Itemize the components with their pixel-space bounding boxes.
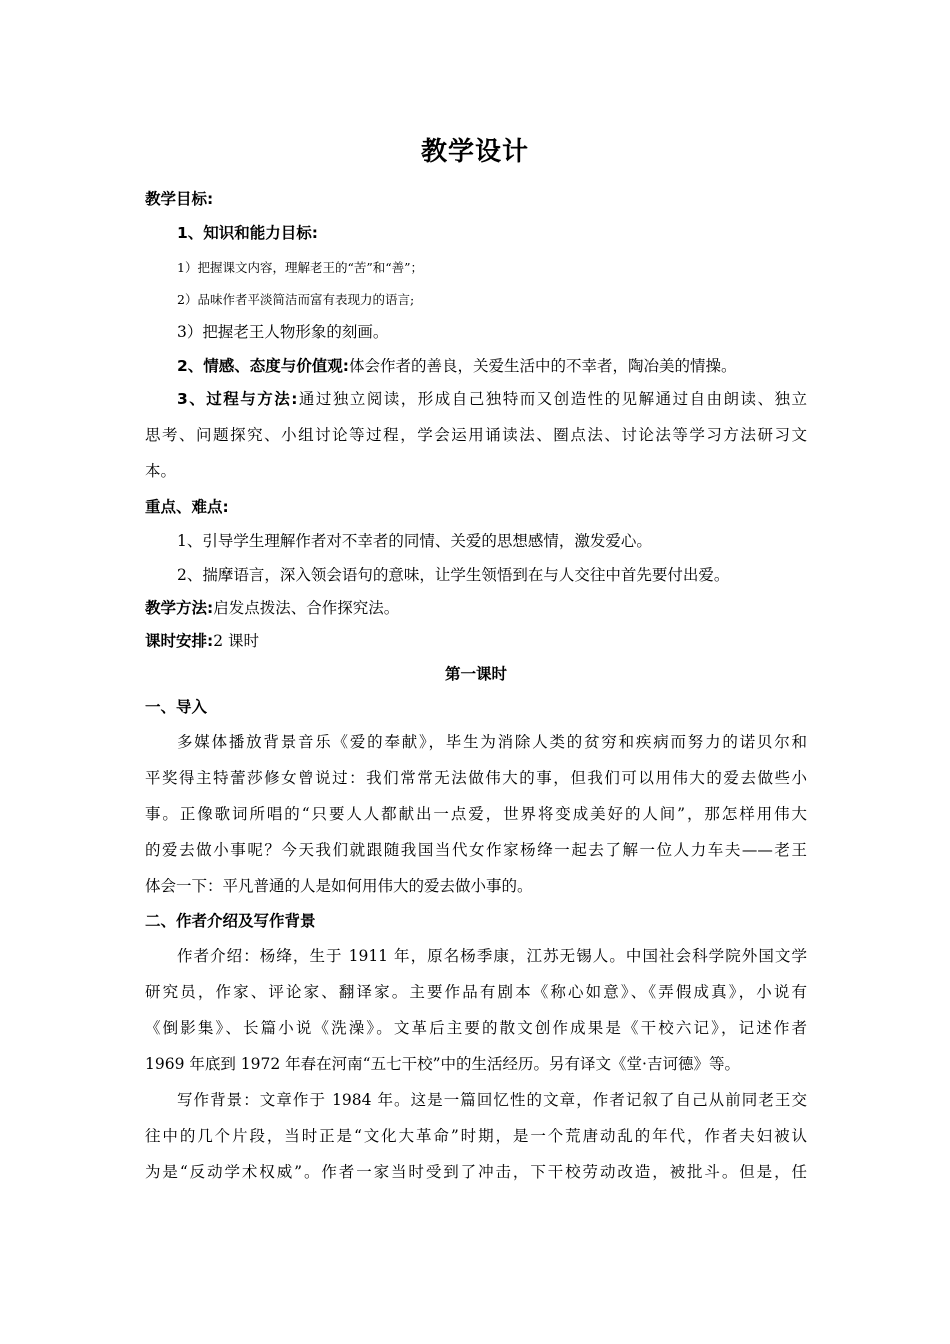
- teaching-method: [145, 597, 807, 619]
- intro-line: 事。正像歌词所唱的“只要人人都献出一点爱，世界将变成美好的人间”，那怎样用伟大: [145, 805, 807, 823]
- knowledge-goal-heading: 1、知识和能力目标:: [177, 224, 318, 242]
- process-goal-line-1: [177, 388, 807, 410]
- intro-line: 的爱去做小事呢？今天我们就跟随我国当代女作家杨绛一起去了解一位人力车夫——老王: [145, 841, 807, 859]
- keypoint-item-2: 2、揣摩语言，深入领会语句的意味，让学生领悟到在与人交往中首先要付出爱。: [177, 566, 730, 584]
- author-line: 作者介绍：杨绛，生于 1911 年，原名杨季康，江苏无锡人。中国社会科学院外国文学: [177, 947, 807, 965]
- author-section-heading: 二、作者介绍及写作背景: [145, 912, 316, 930]
- emotion-goal-label: 2、情感、态度与价值观:: [177, 357, 349, 375]
- intro-line: 体会一下：平凡普通的人是如何用伟大的爱去做小事的。: [145, 877, 533, 895]
- author-line: 研究员，作家、评论家、翻译家。主要作品有剧本《称心如意》、《弄假成真》，小说有: [145, 983, 807, 1001]
- keypoints-heading: 重点、难点:: [145, 498, 229, 516]
- class-schedule-label: 课时安排:: [145, 632, 214, 650]
- knowledge-goal-item-3: 3）把握老王人物形象的刻画。: [177, 323, 389, 341]
- teaching-method-text: 启发点拨法、合作探究法。: [213, 599, 400, 617]
- background-line: 往中的几个片段，当时正是“文化大革命”时期，是一个荒唐动乱的年代，作者夫妇被认: [145, 1127, 807, 1145]
- lesson-heading: 第一课时: [444, 665, 507, 683]
- class-schedule-text: 2 课时: [213, 632, 259, 650]
- page-title: 教学设计: [420, 137, 529, 167]
- author-line: 1969 年底到 1972 年春在河南“五七干校”中的生活经历。另有译文《堂·吉诃德》等。: [145, 1055, 740, 1073]
- teaching-method-label: 教学方法:: [145, 599, 214, 617]
- knowledge-goal-item-1: 1）把握课文内容，理解老王的“苦”和“善”；: [177, 260, 424, 275]
- objectives-heading: 教学目标:: [145, 190, 214, 208]
- intro-line: 平奖得主特蕾莎修女曾说过：我们常常无法做伟大的事，但我们可以用伟大的爱去做些小: [145, 769, 807, 787]
- keypoint-item-1: 1、引导学生理解作者对不幸者的同情、关爱的思想感情，激发爱心。: [177, 532, 652, 550]
- process-goal-text: 通过独立阅读，形成自己独特而又创造性的见解通过自由朗读、独立: [297, 390, 807, 408]
- background-line: 为是“反动学术权威”。作者一家当时受到了冲击，下干校劳动改造，被批斗。但是，任: [145, 1163, 807, 1181]
- author-line: 《倒影集》、长篇小说《洗澡》。文革后主要的散文创作成果是《干校六记》，记述作者: [145, 1019, 807, 1037]
- intro-heading: 一、导入: [145, 698, 208, 716]
- intro-line: 多媒体播放背景音乐《爱的奉献》，毕生为消除人类的贫穷和疾病而努力的诺贝尔和: [177, 733, 807, 751]
- emotion-goal-text: 体会作者的善良，关爱生活中的不幸者，陶冶美的情操。: [348, 357, 737, 375]
- class-schedule: [145, 630, 807, 652]
- emotion-goal: [177, 355, 807, 377]
- knowledge-goal-item-2: 2）品味作者平淡简洁而富有表现力的语言;: [177, 292, 415, 307]
- process-goal-line-3: 本。: [145, 462, 177, 480]
- process-goal-label: 3、过程与方法:: [177, 390, 298, 408]
- process-goal-line-2: 思考、问题探究、小组讨论等过程，学会运用诵读法、圈点法、讨论法等学习方法研习文: [145, 426, 807, 444]
- background-line: 写作背景：文章作于 1984 年。这是一篇回忆性的文章，作者记叙了自己从前同老王交: [177, 1091, 807, 1109]
